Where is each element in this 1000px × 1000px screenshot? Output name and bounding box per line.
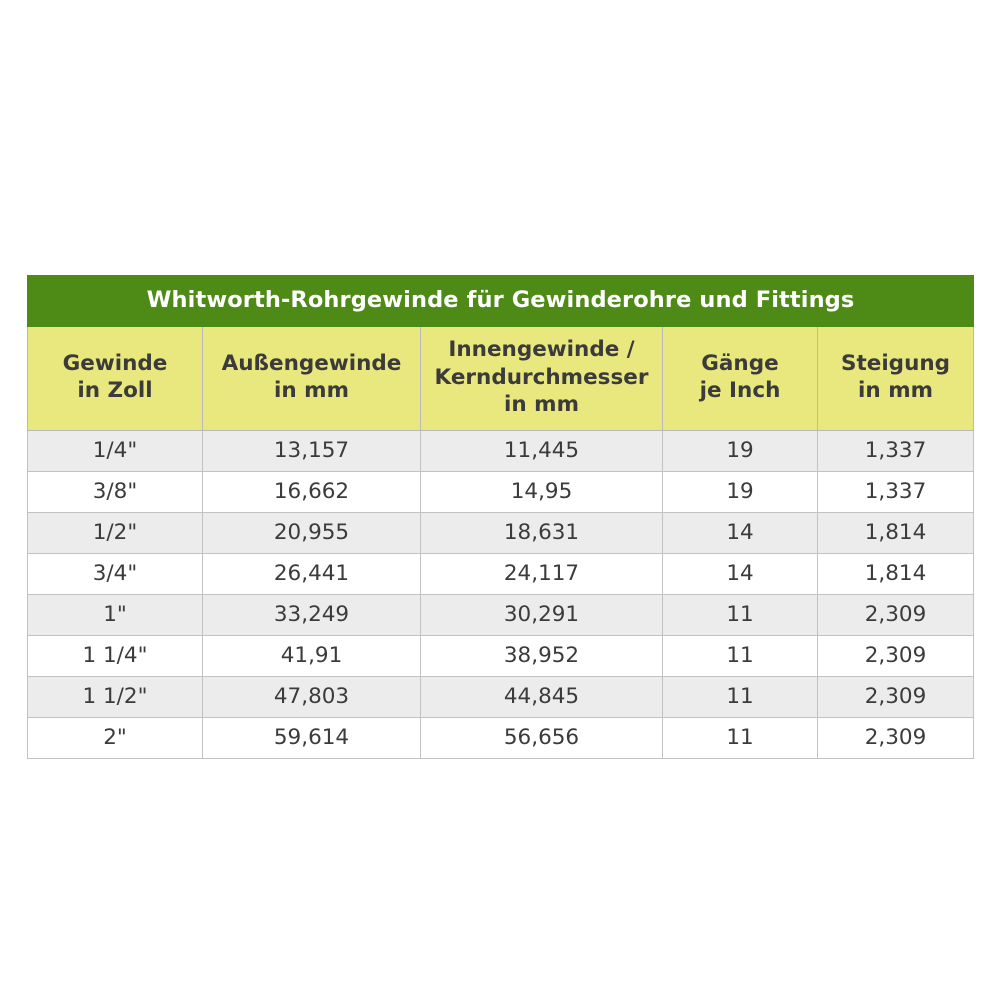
- column-header-innengewinde-line3: in mm: [504, 392, 579, 418]
- cell-innengewinde: 38,952: [421, 635, 663, 676]
- cell-aussengewinde: 33,249: [203, 594, 421, 635]
- cell-gewinde: 1": [28, 594, 203, 635]
- cell-innengewinde: 18,631: [421, 512, 663, 553]
- cell-steigung: 2,309: [818, 594, 974, 635]
- table-body: [28, 430, 974, 758]
- column-header-gaenge-line1: Gänge: [701, 350, 779, 376]
- table-row: [28, 512, 974, 553]
- cell-aussengewinde: 16,662: [203, 471, 421, 512]
- table-row: [28, 594, 974, 635]
- cell-innengewinde: 24,117: [421, 553, 663, 594]
- column-header-steigung: [818, 327, 974, 431]
- table-title-row: [28, 276, 974, 327]
- cell-gewinde: 3/4": [28, 553, 203, 594]
- column-header-aussengewinde-line1: Außengewinde: [221, 350, 402, 376]
- column-header-innengewinde-line2: Kerndurchmesser: [434, 364, 649, 390]
- cell-gaenge: 14: [663, 512, 818, 553]
- table-row: [28, 635, 974, 676]
- cell-gaenge: 11: [663, 676, 818, 717]
- column-header-gewinde-line1: Gewinde: [62, 350, 168, 376]
- spec-table-container: [27, 275, 973, 759]
- cell-steigung: 1,337: [818, 471, 974, 512]
- cell-gewinde: 2": [28, 717, 203, 758]
- cell-gaenge: 14: [663, 553, 818, 594]
- column-header-gewinde: [28, 327, 203, 431]
- cell-aussengewinde: 47,803: [203, 676, 421, 717]
- column-header-steigung-line2: in mm: [858, 378, 933, 404]
- cell-steigung: 2,309: [818, 676, 974, 717]
- cell-gewinde: 3/8": [28, 471, 203, 512]
- column-header-aussengewinde-line2: in mm: [274, 378, 349, 404]
- cell-gaenge: 11: [663, 594, 818, 635]
- column-header-gaenge: [663, 327, 818, 431]
- table-row: [28, 553, 974, 594]
- cell-innengewinde: 14,95: [421, 471, 663, 512]
- cell-aussengewinde: 41,91: [203, 635, 421, 676]
- cell-gewinde: 1/4": [28, 430, 203, 471]
- cell-steigung: 2,309: [818, 717, 974, 758]
- table-title: Whitworth-Rohrgewinde für Gewinderohre und Fittings: [28, 276, 974, 327]
- cell-aussengewinde: 26,441: [203, 553, 421, 594]
- cell-gewinde: 1 1/4": [28, 635, 203, 676]
- column-header-innengewinde: [421, 327, 663, 431]
- cell-steigung: 1,337: [818, 430, 974, 471]
- table-row: [28, 717, 974, 758]
- whitworth-thread-table: [27, 275, 974, 759]
- table-header-row: [28, 327, 974, 431]
- cell-aussengewinde: 20,955: [203, 512, 421, 553]
- column-header-innengewinde-line1: Innengewinde /: [448, 337, 635, 362]
- cell-innengewinde: 11,445: [421, 430, 663, 471]
- cell-gewinde: 1 1/2": [28, 676, 203, 717]
- cell-gaenge: 11: [663, 717, 818, 758]
- cell-aussengewinde: 59,614: [203, 717, 421, 758]
- column-header-steigung-line1: Steigung: [840, 350, 951, 376]
- cell-gewinde: 1/2": [28, 512, 203, 553]
- cell-aussengewinde: 13,157: [203, 430, 421, 471]
- column-header-gewinde-line2: in Zoll: [77, 378, 153, 404]
- cell-innengewinde: 30,291: [421, 594, 663, 635]
- table-row: [28, 676, 974, 717]
- column-header-aussengewinde: [203, 327, 421, 431]
- cell-gaenge: 19: [663, 430, 818, 471]
- cell-innengewinde: 44,845: [421, 676, 663, 717]
- table-row: [28, 430, 974, 471]
- table-row: [28, 471, 974, 512]
- column-header-gaenge-line2: je Inch: [699, 378, 781, 404]
- cell-steigung: 1,814: [818, 553, 974, 594]
- cell-innengewinde: 56,656: [421, 717, 663, 758]
- cell-gaenge: 19: [663, 471, 818, 512]
- cell-steigung: 1,814: [818, 512, 974, 553]
- cell-gaenge: 11: [663, 635, 818, 676]
- cell-steigung: 2,309: [818, 635, 974, 676]
